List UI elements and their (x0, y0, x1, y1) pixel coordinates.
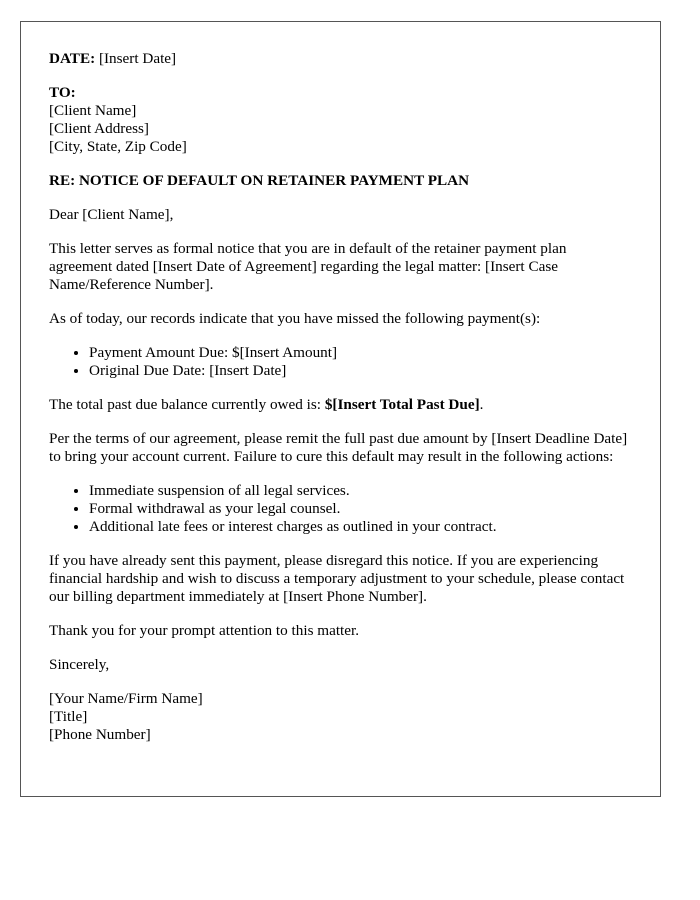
signature-name: [Your Name/Firm Name] (49, 690, 203, 707)
to-label: TO: (49, 84, 76, 101)
disregard-paragraph: If you have already sent this payment, please disregard this notice. If you are experiencing financial hardship and wish to discuss a temporary adjustment to your schedule, please contact our billing department immediately at [Insert Phone Number]. (49, 552, 625, 605)
list-item: • Payment Amount Due: $[Insert Amount] (89, 344, 632, 362)
list-item: • Immediate suspension of all legal services. (89, 482, 632, 500)
date-line (49, 50, 632, 68)
balance-amount: $[Insert Total Past Due] (324, 396, 480, 413)
missed-payments-list (49, 344, 632, 380)
client-name: [Client Name] (49, 102, 137, 119)
subject-line: RE: NOTICE OF DEFAULT ON RETAINER PAYMENT PLAN (49, 172, 470, 189)
date-value: [Insert Date] (98, 50, 177, 67)
client-city-state-zip: [City, State, Zip Code] (49, 138, 187, 155)
missed-payments-paragraph: As of today, our records indicate that you have missed the following payment(s): (49, 310, 541, 327)
letter-document (20, 21, 661, 797)
intro-paragraph: This letter serves as formal notice that you are in default of the retainer payment plan agreement dated [Insert Date of Agreement] regarding the legal matter: [Insert Case Name/Reference Number]. (49, 240, 567, 293)
actions-list (49, 482, 632, 536)
signature-block (49, 690, 632, 744)
balance-suffix: . (479, 396, 484, 413)
terms-paragraph: Per the terms of our agreement, please remit the full past due amount by [Insert Deadline Date] to bring your account current. Failure to cure this default may result in the following actions: (49, 430, 628, 465)
list-item: • Additional late fees or interest charges as outlined in your contract. (89, 518, 632, 536)
date-label: DATE: (49, 50, 96, 67)
client-address: [Client Address] (49, 120, 149, 137)
balance-paragraph (49, 396, 632, 414)
recipient-block (49, 84, 632, 156)
signature-title: [Title] (49, 708, 88, 725)
thanks-paragraph: Thank you for your prompt attention to this matter. (49, 622, 360, 639)
salutation: Dear [Client Name], (49, 206, 174, 223)
list-item: • Original Due Date: [Insert Date] (89, 362, 632, 380)
balance-prefix: The total past due balance currently owed is: (49, 396, 325, 413)
list-item: • Formal withdrawal as your legal counsel. (89, 500, 632, 518)
signature-phone: [Phone Number] (49, 726, 151, 743)
closing: Sincerely, (49, 656, 110, 673)
